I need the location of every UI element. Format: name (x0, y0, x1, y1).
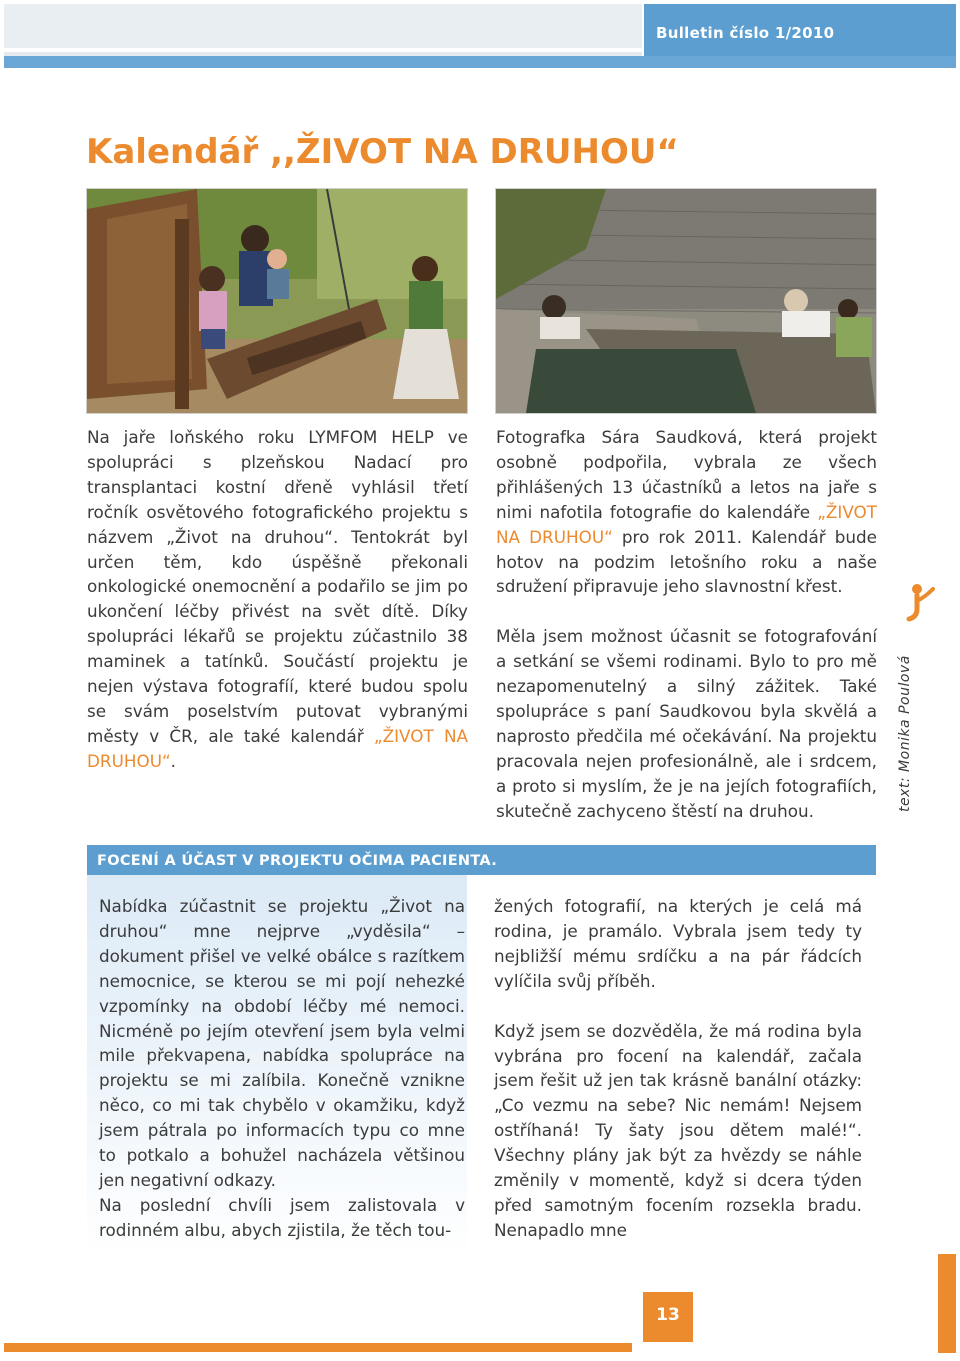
article-column-1 (87, 425, 468, 774)
article-col2-p2: Měla jsem možnost účasnit se fotografování a setkání se všemi rodinami. Bylo to pro mě nezapomenutelný a silný zážitek. Také spolupráce s paní Saudkovou byla skvělá a naprosto předčila mé očekávání. Na projektu pracovala nejen profesionálně, ale i srdcem, a proto si myslím, že je na jejích fotografiích, skutečně zachyceno štěstí na druhou. (496, 626, 877, 821)
organization-logo-icon (905, 583, 935, 627)
article-title: Kalendář ,,ŽIVOT NA DRUHOU“ (86, 132, 679, 172)
box-heading: FOCENÍ A ÚČAST V PROJEKTU OČIMA PACIENTA. (97, 853, 498, 869)
photo-stone-wall (496, 189, 876, 413)
article-col2-p1: Fotografka Sára Saudková, která projekt osobně podpořila, vybrala ze všech přihlášených 13 účastníků a letos na jaře s nimi nafotila fotografie do kalendáře (496, 427, 877, 522)
box-column-2 (494, 894, 862, 1243)
header-line (4, 56, 956, 68)
article-col2-highlight: „ŽIVOT NA DRUHOU“ (496, 501, 877, 547)
box-col1-p2: Na poslední chvíli jsem zalistovala v rodinném albu, abych zjistila, že těch tou- (99, 1194, 465, 1240)
page-number: 13 (656, 1305, 680, 1325)
box-col1-p1: Nabídka zúčastnit se projektu „Život na druhou“ mne nejprve „vyděsila“ – dokument přišel ve velké obálce s razítkem nemocnice, se kterou se mi pojí nehezké vzpomínky na období léčby mé nemoci. Nicméně po jejím otevření jsem byla velmi mile překvapena, nabídka spolupráce na projektu se mi zalíbila. Konečně vznikne něco, co mi tak chybělo v okamžiku, když jsem pátrala po informacích typu co mne to potkalo a bohužel nacházela většinou jen negativní odkazy. (99, 896, 465, 1190)
bulletin-label: Bulletin číslo 1/2010 (656, 24, 835, 42)
footer-edge-bar (938, 1254, 956, 1353)
footer-line (4, 1343, 632, 1352)
article-col2-p1-end: pro rok 2011. Kalendář bude hotov na podzim letošního roku a naše sdružení připravuje jeho slavnostní křest. (496, 526, 877, 597)
article-col1-highlight: „ŽIVOT NA DRUHOU“ (87, 725, 468, 771)
box-column-1 (99, 894, 465, 1243)
article-col1-text: Na jaře loňského roku LYMFOM HELP ve spolupráci s plzeňskou Nadací pro transplantaci kostní dřeně vyhlásil třetí ročník osvětového fotografického projektu s názvem „Život na druhou“. Tentokrát byl určen těm, kdo úspěšně překonali onkologické onemocnění a podařilo se jim po ukončení léčby přivést na svět dítě. Díky spolupráci lékařů se projektu zúčastnilo 38 maminek a tatínků. Součástí projektu je nejen výstava fotografíí, které budou spolu se svám poselstvím putovat vybranými městy v ČR, ale také kalendář (87, 427, 468, 746)
box-col2-p1: žených fotografií, na kterých je celá má rodina, je pramálo. Vybrala jsem tedy ty nejbližší mému srdíčku a na pár řádcích vylíčila svůj příběh. (494, 896, 862, 991)
photo-playground (87, 189, 467, 413)
article-column-2 (496, 425, 877, 824)
author-credit: text: Monika Poulová (897, 655, 913, 812)
header-bar (4, 4, 642, 48)
article-col1-end: . (170, 750, 177, 771)
box-col2-p2: Když jsem se dozvěděla, že má rodina byla vybrána pro focení na kalendář, začala jsem řešit už jen tak krásně banální otázky: „Co vezmu na sebe? Nic nemám! Nejsem ostříhaná! Ty šaty jsou dětem malé!“. Všechny plány jak být za hvězdy se náhle změnily v momentě, když si dcera týden před samotným focením rozsekla bradu. Nenapadlo mne (494, 1020, 862, 1240)
